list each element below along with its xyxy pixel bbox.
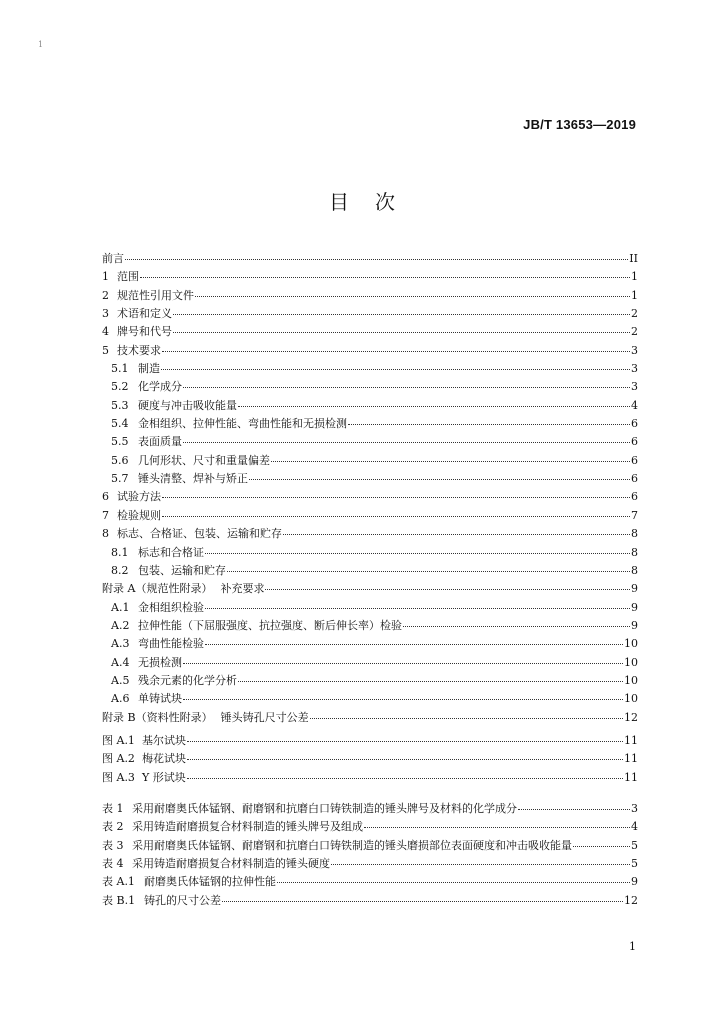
toc-entry[interactable]	[102, 562, 638, 580]
toc-entry[interactable]	[102, 732, 638, 750]
toc-entry-page: 9	[631, 618, 638, 632]
toc-entry-number: 5.6	[111, 453, 129, 467]
toc-entry-number: 附录 B（资料性附录）	[102, 710, 213, 724]
toc-entry-page: 3	[631, 802, 638, 815]
dot-leader	[187, 740, 623, 742]
toc-entry-number: 表 B.1	[102, 893, 136, 907]
toc-entry-label: 基尔试块	[142, 734, 186, 747]
toc-entry-label: 残余元素的化学分析	[138, 673, 237, 687]
toc-entry-label: 金相组织、拉伸性能、弯曲性能和无损检测	[138, 417, 347, 431]
toc-entry-label: 弯曲性能检验	[138, 637, 204, 651]
toc-entry-page: 2	[631, 325, 638, 339]
toc-entry-number: 表 A.1	[102, 875, 135, 889]
dot-leader	[283, 533, 630, 535]
toc-entry-label: 拉伸性能（下屈服强度、抗拉强度、断后伸长率）检验	[138, 618, 402, 632]
toc-entry-label: 补充要求	[220, 582, 265, 596]
toc-entry-number: 8	[102, 527, 109, 541]
toc-entry-number: A.2	[111, 618, 130, 632]
toc-entry-page: 6	[631, 453, 638, 467]
toc-entry-number: 图 A.1	[102, 734, 135, 747]
toc-entry[interactable]	[102, 837, 638, 855]
toc-entry-page: 5	[631, 857, 638, 871]
dot-leader	[364, 826, 630, 828]
toc-entry-number: 8.2	[111, 563, 129, 577]
toc-entry-number: 表 1	[102, 802, 124, 815]
toc-entry-number: A.4	[111, 655, 130, 669]
toc-entry-number: 表 4	[102, 857, 124, 871]
dot-leader	[173, 313, 630, 315]
toc-entry-label: 单铸试块	[138, 692, 182, 706]
toc-entry-page: 6	[631, 490, 638, 504]
toc-entry-label: 包装、运输和贮存	[138, 563, 226, 577]
dot-leader	[183, 662, 623, 664]
toc-entry[interactable]	[102, 287, 638, 305]
toc-entry-label: 采用耐磨奥氏体锰钢、耐磨钢和抗磨白口铸铁制造的锤头磨损部位表面硬度和冲击吸收能量	[132, 838, 572, 852]
toc-entry-page: II	[629, 252, 638, 265]
toc-entry-number: A.6	[111, 692, 130, 706]
toc-entry-page: 8	[631, 545, 638, 559]
toc-entry-page: 8	[631, 527, 638, 541]
dot-leader	[403, 625, 630, 627]
toc-entry-label: 采用铸造耐磨损复合材料制造的锤头牌号及组成	[132, 820, 363, 834]
dot-leader	[249, 478, 630, 480]
page-number: 1	[629, 940, 636, 953]
toc-entry-number: A.3	[111, 637, 130, 651]
toc-entry-number: 7	[102, 508, 109, 522]
toc-entry[interactable]	[102, 544, 638, 562]
toc-entry[interactable]	[102, 580, 638, 598]
toc-entry-label: 标志、合格证、包装、运输和贮存	[117, 527, 282, 541]
toc-entry-number: A.1	[111, 600, 130, 614]
toc-entry-page: 10	[624, 655, 638, 669]
toc-entry[interactable]	[102, 750, 638, 768]
dot-leader	[205, 643, 623, 645]
dot-leader	[348, 423, 630, 425]
toc-entry-page: 11	[624, 770, 638, 784]
toc-entry-label: 范围	[117, 270, 139, 284]
toc-entry[interactable]	[102, 507, 638, 525]
toc-entry-number: 5.5	[111, 435, 129, 449]
toc-entry[interactable]	[102, 892, 638, 910]
dot-leader	[187, 758, 623, 760]
dot-leader	[271, 460, 630, 462]
dot-leader	[331, 863, 630, 865]
toc-entry-page: 10	[624, 673, 638, 687]
dot-leader	[183, 698, 623, 700]
dot-leader	[195, 295, 630, 297]
page-title: 目次	[329, 190, 421, 214]
toc-entry-number: A.5	[111, 673, 130, 687]
toc-entry-label: 无损检测	[138, 655, 182, 669]
toc-entry-page: 1	[631, 270, 638, 284]
dot-leader	[162, 515, 630, 517]
dot-leader	[205, 552, 630, 554]
toc-entry-label: 采用铸造耐磨损复合材料制造的锤头硬度	[132, 857, 330, 871]
list-of-figures	[102, 732, 638, 787]
toc-entry[interactable]	[102, 342, 638, 360]
toc-entry-number: 5.3	[111, 398, 129, 412]
toc-entry-page: 3	[631, 343, 638, 357]
dot-leader	[125, 258, 628, 260]
toc-entry-label: 标志和合格证	[138, 545, 204, 559]
toc-entry[interactable]	[102, 654, 638, 672]
toc-entry[interactable]	[102, 635, 638, 653]
dot-leader	[140, 276, 630, 278]
toc-entry-label: 锤头铸孔尺寸公差	[220, 710, 309, 724]
list-of-tables	[102, 800, 638, 910]
dot-leader	[162, 350, 630, 352]
toc-entry-label: 表面质量	[138, 435, 182, 449]
dot-leader	[205, 607, 630, 609]
toc-entry-page: 5	[631, 838, 638, 852]
toc-entry-label: 铸孔的尺寸公差	[144, 893, 221, 907]
toc-entry[interactable]	[102, 323, 638, 341]
toc-entry-label: 牌号和代号	[117, 325, 172, 339]
toc-entry-number: 1	[102, 270, 109, 284]
toc-entry-page: 4	[631, 398, 638, 412]
toc-entry-page: 6	[631, 417, 638, 431]
toc-entry-label: 制造	[138, 362, 160, 376]
toc-entry-page: 12	[624, 893, 638, 907]
toc-entry-page: 6	[631, 472, 638, 486]
toc-entry-label: 锤头清整、焊补与矫正	[138, 472, 248, 486]
toc-entry-number: 5.1	[111, 362, 129, 376]
toc-entry-page: 3	[631, 362, 638, 376]
dot-leader	[238, 680, 623, 682]
toc-entry-label: 梅花试块	[142, 752, 186, 766]
dot-leader	[162, 496, 630, 498]
toc-entry-page: 3	[631, 380, 638, 394]
dot-leader	[310, 717, 623, 719]
toc-entry-page: 11	[624, 734, 638, 747]
toc-entry[interactable]	[102, 470, 638, 488]
dot-leader	[518, 808, 630, 810]
toc-entry[interactable]	[102, 488, 638, 506]
toc-entry-number: 表 2	[102, 820, 124, 834]
dot-leader	[173, 331, 630, 333]
dot-leader	[265, 588, 630, 590]
toc-entry-label: 规范性引用文件	[117, 288, 194, 302]
toc-entry-number: 3	[102, 307, 109, 321]
toc-entry-page: 4	[631, 820, 638, 834]
toc-entry[interactable]	[102, 305, 638, 323]
toc-entry-number: 6	[102, 490, 109, 504]
toc-entry[interactable]	[102, 268, 638, 286]
toc-entry[interactable]	[102, 525, 638, 543]
toc-entry[interactable]	[102, 800, 638, 818]
toc-entry-page: 7	[631, 508, 638, 522]
toc-entry[interactable]	[102, 855, 638, 873]
toc-entry-page: 10	[624, 692, 638, 706]
toc-entry[interactable]	[102, 452, 638, 470]
toc-entry-page: 8	[631, 563, 638, 577]
toc-entry[interactable]	[102, 617, 638, 635]
toc-entry[interactable]	[102, 250, 638, 268]
toc-entry-label: Y 形试块	[142, 770, 186, 784]
toc-entry-number: 5	[102, 343, 109, 357]
dot-leader	[183, 441, 630, 443]
toc-entry[interactable]	[102, 599, 638, 617]
toc-entry-page: 2	[631, 307, 638, 321]
dot-leader	[277, 881, 630, 883]
toc-entry-page: 12	[624, 710, 638, 724]
toc-entry-label: 金相组织检验	[138, 600, 204, 614]
dot-leader	[161, 368, 630, 370]
toc-entry-label: 前言	[102, 252, 124, 265]
toc-entry-label: 检验规则	[117, 508, 161, 522]
toc-entry-number: 5.4	[111, 417, 129, 431]
toc-entry-label: 术语和定义	[117, 307, 172, 321]
dot-leader	[573, 845, 630, 847]
toc-entry-number: 图 A.2	[102, 752, 135, 766]
toc-entry-page: 9	[631, 600, 638, 614]
toc-entry[interactable]	[102, 873, 638, 891]
dot-leader	[238, 405, 630, 407]
toc-entry-page: 11	[624, 752, 638, 766]
toc-entry-page: 9	[631, 875, 638, 889]
toc-entry[interactable]	[102, 433, 638, 451]
toc-entry[interactable]	[102, 690, 638, 708]
toc-entry-number: 4	[102, 325, 109, 339]
toc-entry[interactable]	[102, 709, 638, 727]
toc-entry-number: 图 A.3	[102, 770, 135, 784]
toc-entry[interactable]	[102, 415, 638, 433]
toc-entry-number: 2	[102, 288, 109, 302]
toc-entry-page: 6	[631, 435, 638, 449]
toc-entry-label: 硬度与冲击吸收能量	[138, 398, 237, 412]
toc-entry-page: 10	[624, 637, 638, 651]
document-number: JB/T 13653—2019	[523, 117, 636, 132]
toc-entry-label: 耐磨奥氏体锰钢的拉伸性能	[144, 875, 276, 889]
dot-leader	[187, 777, 623, 779]
toc-entry-label: 化学成分	[138, 380, 182, 394]
toc-entry[interactable]	[102, 818, 638, 836]
toc-entry-number: 表 3	[102, 838, 124, 852]
toc-entry[interactable]	[102, 769, 638, 787]
dot-leader	[227, 570, 630, 572]
toc-entry-number: 5.7	[111, 472, 129, 486]
toc-entry[interactable]	[102, 397, 638, 415]
toc-entry[interactable]	[102, 360, 638, 378]
corner-mark: 1	[38, 40, 44, 49]
table-of-contents	[102, 250, 638, 727]
toc-entry[interactable]	[102, 378, 638, 396]
dot-leader	[183, 386, 630, 388]
toc-entry-label: 几何形状、尺寸和重量偏差	[138, 453, 270, 467]
toc-entry[interactable]	[102, 672, 638, 690]
toc-entry-number: 5.2	[111, 380, 129, 394]
toc-entry-label: 采用耐磨奥氏体锰钢、耐磨钢和抗磨白口铸铁制造的锤头牌号及材料的化学成分	[132, 802, 517, 815]
toc-entry-number: 8.1	[111, 545, 129, 559]
toc-entry-number: 附录 A（规范性附录）	[102, 582, 213, 596]
toc-entry-label: 技术要求	[117, 343, 161, 357]
toc-entry-page: 9	[631, 582, 638, 596]
dot-leader	[222, 900, 623, 902]
toc-entry-page: 1	[631, 288, 638, 302]
toc-entry-label: 试验方法	[117, 490, 161, 504]
